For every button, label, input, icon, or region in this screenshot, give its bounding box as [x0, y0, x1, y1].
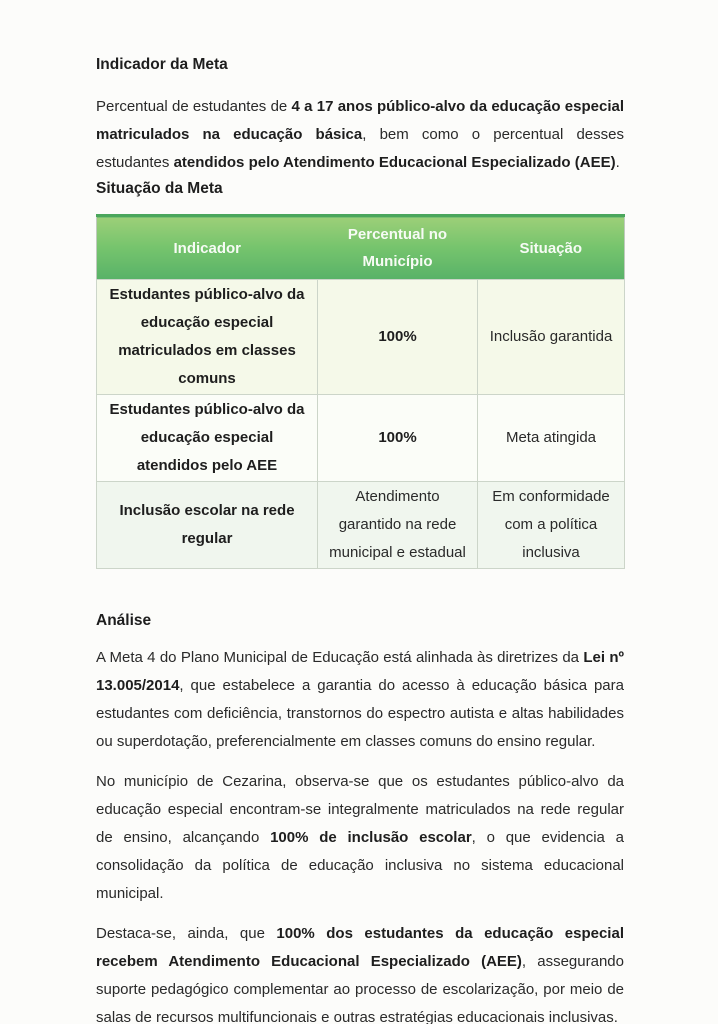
cell-percentual: Atendimento garantido na rede municipal e estadual	[318, 482, 478, 569]
analysis-heading: Análise	[96, 612, 152, 629]
column-header-indicador: Indicador	[97, 216, 318, 280]
meta-status-table	[96, 214, 625, 569]
cell-situacao: Meta atingida	[478, 395, 625, 482]
cell-situacao: Em conformidade com a política inclusiva	[478, 482, 625, 569]
cell-indicador: Estudantes público-alvo da educação especial atendidos pelo AEE	[97, 395, 318, 482]
cell-percentual: 100%	[318, 395, 478, 482]
analysis-paragraph-3: Destaca-se, ainda, que 100% dos estudantes da educação especial recebem Atendimento Educacional Especializado (AEE), assegurando suporte pedagógico complementar ao processo de escolarização, por meio de salas de recursos multifuncionais e outras estratégias educacionais inclusivas.	[96, 925, 624, 1024]
table-header-row	[97, 216, 625, 280]
cell-situacao: Inclusão garantida	[478, 280, 625, 395]
table-row	[97, 280, 625, 395]
table-row	[97, 482, 625, 569]
situation-heading: Situação da Meta	[96, 180, 223, 197]
cell-indicador: Inclusão escolar na rede regular	[97, 482, 318, 569]
analysis-paragraph-2: No município de Cezarina, observa-se que os estudantes público-alvo da educação especial encontram-se integralmente matriculados na rede regular de ensino, alcançando 100% de inclusão escolar, o que evidencia a consolidação da política de educação inclusiva no sistema educacional municipal.	[96, 773, 624, 902]
column-header-percentual: Percentual no Município	[318, 216, 478, 280]
table-body	[97, 280, 625, 569]
cell-percentual: 100%	[318, 280, 478, 395]
analysis-paragraph-1: A Meta 4 do Plano Municipal de Educação está alinhada às diretrizes da Lei nº 13.005/2014, que estabelece a garantia do acesso à educação básica para estudantes com deficiência, transtornos do espectro autista e altas habilidades ou superdotação, preferencialmente em classes comuns do ensino regular.	[96, 649, 624, 750]
table-row	[97, 395, 625, 482]
table-header	[97, 216, 625, 280]
cell-indicador: Estudantes público-alvo da educação especial matriculados em classes comuns	[97, 280, 318, 395]
column-header-situacao: Situação	[478, 216, 625, 280]
indicator-heading: Indicador da Meta	[96, 56, 228, 73]
indicator-paragraph: Percentual de estudantes de 4 a 17 anos público-alvo da educação especial matriculados na educação básica, bem como o percentual desses estudantes atendidos pelo Atendimento Educacional Especializado (AEE).	[96, 98, 624, 171]
